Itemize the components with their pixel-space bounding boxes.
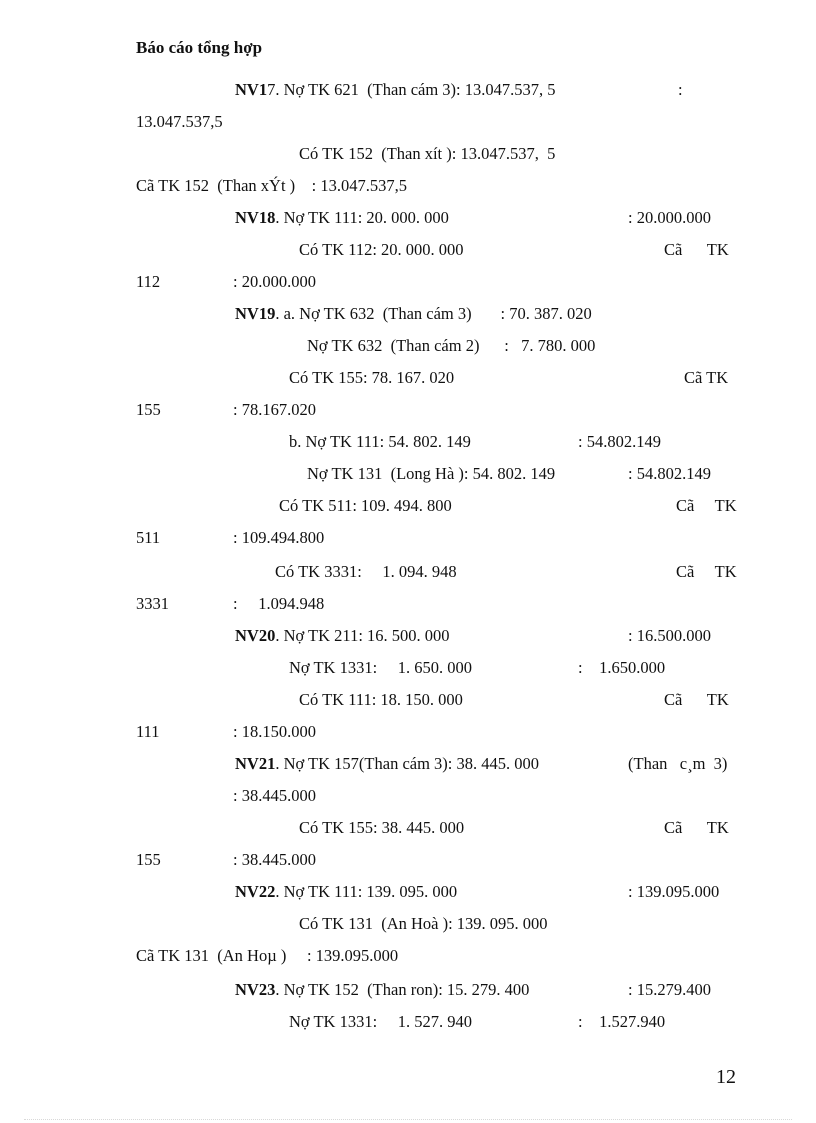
- text-line: [307, 335, 595, 357]
- line-text: Có TK 3331: 1. 094. 948: [275, 562, 457, 581]
- text-line: [233, 593, 324, 615]
- line-text: Nợ TK 1331: 1. 650. 000: [289, 658, 473, 677]
- line-text: b. Nợ TK 111: 54. 802. 149: [289, 432, 471, 451]
- text-line: [136, 111, 223, 133]
- line-text: Nợ TK 1331: 1. 527. 940: [289, 1012, 473, 1031]
- line-text: Cã TK: [664, 690, 729, 709]
- text-line: [578, 657, 665, 679]
- line-text: : 54.802.149: [628, 464, 711, 483]
- text-line: [289, 1011, 472, 1033]
- text-line: [136, 721, 160, 743]
- transaction-id: NV23: [235, 980, 276, 999]
- text-line: [136, 527, 160, 549]
- line-text: : 15.279.400: [628, 980, 711, 999]
- text-line: [628, 207, 711, 229]
- line-text: Cã TK: [684, 368, 729, 387]
- text-line: [233, 527, 324, 549]
- line-text: (Than c¸m 3): [628, 754, 728, 773]
- text-line: [235, 303, 592, 325]
- text-line: [289, 431, 471, 453]
- transaction-id: NV21: [235, 754, 276, 773]
- line-text: 155: [136, 850, 161, 869]
- text-line: [289, 367, 454, 389]
- text-line: [233, 271, 316, 293]
- text-line: [628, 753, 727, 775]
- transaction-id: NV20: [235, 626, 276, 645]
- line-text: . Nợ TK 111: 139. 095. 000: [275, 882, 458, 901]
- text-line: [233, 785, 316, 807]
- text-line: [235, 625, 450, 647]
- footer-divider: [24, 1119, 792, 1120]
- line-text: Cã TK: [676, 496, 737, 515]
- text-line: [235, 79, 556, 101]
- line-text: : 54.802.149: [578, 432, 661, 451]
- line-text: Cã TK: [664, 818, 729, 837]
- line-text: . a. Nợ TK 632 (Than cám 3) : 70. 387. 020: [275, 304, 592, 323]
- line-text: : 18.150.000: [233, 722, 316, 741]
- line-text: Cã TK: [676, 562, 737, 581]
- line-text: . Nợ TK 157(Than cám 3): 38. 445. 000: [275, 754, 540, 773]
- text-line: [628, 625, 711, 647]
- line-text: : 20.000.000: [628, 208, 711, 227]
- text-line: [628, 881, 719, 903]
- text-line: [279, 495, 452, 517]
- line-text: : 1.527.940: [578, 1012, 666, 1031]
- text-line: [299, 239, 464, 261]
- text-line: [664, 689, 729, 711]
- line-text: : 1.650.000: [578, 658, 666, 677]
- text-line: [136, 593, 169, 615]
- line-text: Có TK 152 (Than xít ): 13.047.537, 5: [299, 144, 556, 163]
- transaction-id: NV1: [235, 80, 268, 99]
- line-text: 13.047.537,5: [136, 112, 223, 131]
- page-header-title: Báo cáo tổng hợp: [136, 38, 263, 57]
- line-text: Có TK 155: 38. 445. 000: [299, 818, 465, 837]
- line-text: : 38.445.000: [233, 786, 316, 805]
- text-line: [233, 721, 316, 743]
- text-line: [235, 979, 529, 1001]
- text-line: [136, 271, 160, 293]
- line-text: 155: [136, 400, 161, 419]
- text-line: [664, 239, 729, 261]
- line-text: Có TK 112: 20. 000. 000: [299, 240, 464, 259]
- line-text: : 16.500.000: [628, 626, 711, 645]
- line-text: 3331: [136, 594, 169, 613]
- line-text: Nợ TK 632 (Than cám 2) : 7. 780. 000: [307, 336, 596, 355]
- text-line: [235, 753, 539, 775]
- line-text: Có TK 131 (An Hoà ): 139. 095. 000: [299, 914, 548, 933]
- text-line: [233, 399, 316, 421]
- line-text: : 139.095.000: [628, 882, 720, 901]
- text-line: [578, 431, 661, 453]
- line-text: 112: [136, 272, 161, 291]
- line-text: : 1.094.948: [233, 594, 325, 613]
- line-text: : 78.167.020: [233, 400, 316, 419]
- text-line: [289, 657, 472, 679]
- line-text: Có TK 111: 18. 150. 000: [299, 690, 463, 709]
- text-line: [136, 175, 407, 197]
- text-line: [628, 463, 711, 485]
- transaction-id: NV19: [235, 304, 276, 323]
- line-text: . Nợ TK 211: 16. 500. 000: [275, 626, 450, 645]
- text-line: [578, 1011, 665, 1033]
- line-text: . Nợ TK 152 (Than ron): 15. 279. 400: [275, 980, 530, 999]
- line-text: 111: [136, 722, 160, 741]
- line-text: Cã TK 131 (An Hoµ ) : 139.095.000: [136, 946, 399, 965]
- line-text: Cã TK: [664, 240, 729, 259]
- line-text: 7. Nợ TK 621 (Than cám 3): 13.047.537, 5: [267, 80, 556, 99]
- line-text: Nợ TK 131 (Long Hà ): 54. 802. 149: [307, 464, 556, 483]
- text-line: [664, 817, 729, 839]
- text-line: [678, 79, 683, 101]
- text-line: [235, 207, 449, 229]
- text-line: [136, 849, 161, 871]
- line-text: : 20.000.000: [233, 272, 316, 291]
- text-line: [307, 463, 555, 485]
- transaction-id: NV18: [235, 208, 276, 227]
- page-number: 12: [716, 1066, 736, 1088]
- text-line: [684, 367, 728, 389]
- line-text: : 109.494.800: [233, 528, 325, 547]
- text-line: [275, 561, 457, 583]
- text-line: [299, 817, 464, 839]
- transaction-id: NV22: [235, 882, 276, 901]
- line-text: Có TK 511: 109. 494. 800: [279, 496, 452, 515]
- text-line: [676, 495, 737, 517]
- text-line: [676, 561, 737, 583]
- line-text: Cã TK 152 (Than xÝt ) : 13.047.537,5: [136, 176, 408, 195]
- text-line: [233, 849, 316, 871]
- line-text: :: [678, 80, 683, 99]
- text-line: [299, 913, 548, 935]
- text-line: [299, 689, 463, 711]
- line-text: : 38.445.000: [233, 850, 316, 869]
- text-line: [235, 881, 457, 903]
- line-text: Có TK 155: 78. 167. 020: [289, 368, 455, 387]
- text-line: [136, 945, 398, 967]
- text-line: [299, 143, 555, 165]
- line-text: . Nợ TK 111: 20. 000. 000: [275, 208, 449, 227]
- line-text: 511: [136, 528, 161, 547]
- text-line: [628, 979, 711, 1001]
- text-line: [136, 399, 161, 421]
